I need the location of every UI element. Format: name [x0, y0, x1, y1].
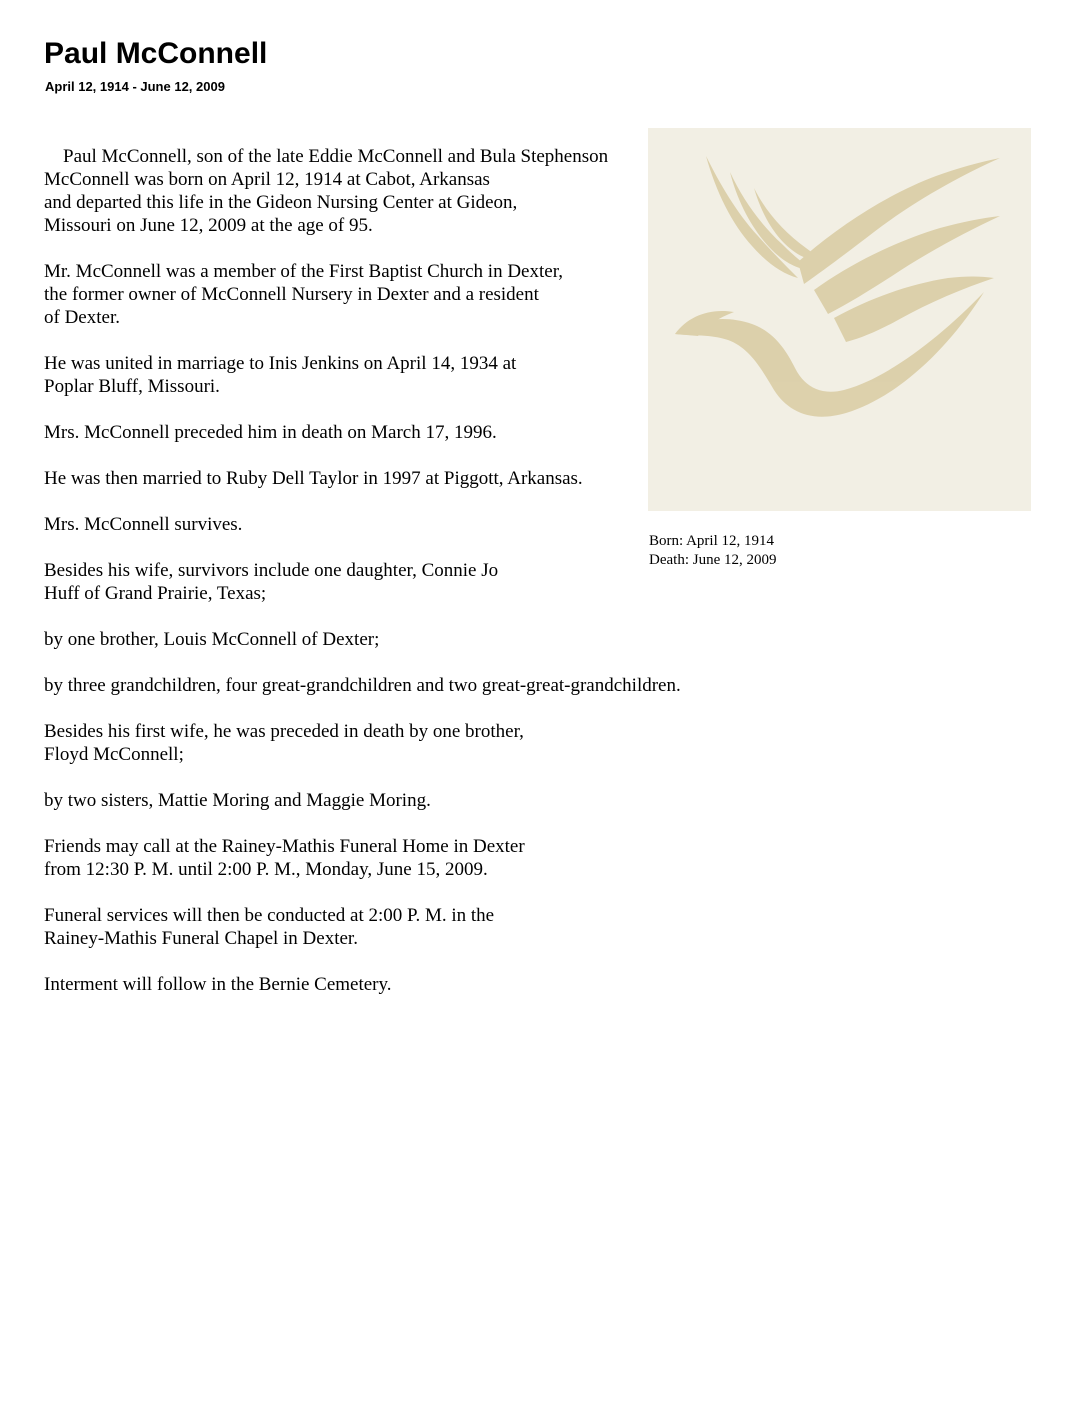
- obituary-line: Missouri on June 12, 2009 at the age of 95.: [44, 215, 373, 236]
- obituary-line: Friends may call at the Rainey-Mathis Funeral Home in Dexter: [44, 836, 525, 857]
- obituary-line: Floyd McConnell;: [44, 744, 184, 765]
- obituary-line: Besides his first wife, he was preceded in death by one brother,: [44, 721, 524, 742]
- obituary-paragraph: [44, 904, 804, 950]
- obituary-line: Mrs. McConnell survives.: [44, 514, 243, 535]
- obituary-line: Huff of Grand Prairie, Texas;: [44, 583, 267, 604]
- obituary-line: by one brother, Louis McConnell of Dexter;: [44, 629, 380, 650]
- death-date: Death: June 12, 2009: [649, 552, 777, 568]
- obituary-line: by two sisters, Mattie Moring and Maggie Moring.: [44, 790, 431, 811]
- obituary-line: from 12:30 P. M. until 2:00 P. M., Monday, June 15, 2009.: [44, 859, 488, 880]
- obituary-line: Mrs. McConnell preceded him in death on March 17, 1996.: [44, 422, 497, 443]
- page-title: Paul McConnell: [44, 37, 268, 70]
- life-dates: April 12, 1914 - June 12, 2009: [45, 79, 225, 94]
- obituary-paragraph: [44, 789, 804, 812]
- obituary-paragraph: [44, 145, 804, 237]
- obituary-paragraph: [44, 973, 804, 996]
- obituary-paragraph: [44, 835, 804, 881]
- obituary-paragraph: [44, 467, 804, 490]
- obituary-paragraph: [44, 559, 804, 605]
- obituary-line: Funeral services will then be conducted at 2:00 P. M. in the: [44, 905, 495, 926]
- obituary-line: of Dexter.: [44, 307, 120, 328]
- obituary-line: by three grandchildren, four great-grandchildren and two great-great-grandchildren.: [44, 675, 681, 696]
- obituary-line: McConnell was born on April 12, 1914 at Cabot, Arkansas: [44, 169, 490, 190]
- obituary-line: Paul McConnell, son of the late Eddie McConnell and Bula Stephenson: [44, 146, 609, 167]
- obituary-line: He was united in marriage to Inis Jenkins on April 14, 1934 at: [44, 353, 517, 374]
- obituary-line: Poplar Bluff, Missouri.: [44, 376, 220, 397]
- born-date: Born: April 12, 1914: [649, 533, 775, 549]
- obituary-line: the former owner of McConnell Nursery in Dexter and a resident: [44, 284, 539, 305]
- obituary-paragraph: [44, 513, 804, 536]
- obituary-line: and departed this life in the Gideon Nursing Center at Gideon,: [44, 192, 518, 213]
- obituary-paragraph: [44, 260, 804, 329]
- obituary-paragraph: [44, 628, 804, 651]
- obituary-line: He was then married to Ruby Dell Taylor in 1997 at Piggott, Arkansas.: [44, 468, 583, 489]
- obituary-line: Mr. McConnell was a member of the First Baptist Church in Dexter,: [44, 261, 564, 282]
- obituary-paragraph: [44, 674, 804, 697]
- obituary-paragraph: [44, 720, 804, 766]
- obituary-line: Besides his wife, survivors include one daughter, Connie Jo: [44, 560, 499, 581]
- obituary-line: Rainey-Mathis Funeral Chapel in Dexter.: [44, 928, 358, 949]
- obituary-paragraph: [44, 352, 804, 398]
- obituary-line: Interment will follow in the Bernie Cemetery.: [44, 974, 392, 995]
- obituary-paragraph: [44, 421, 804, 444]
- obituary-text: [44, 145, 804, 1019]
